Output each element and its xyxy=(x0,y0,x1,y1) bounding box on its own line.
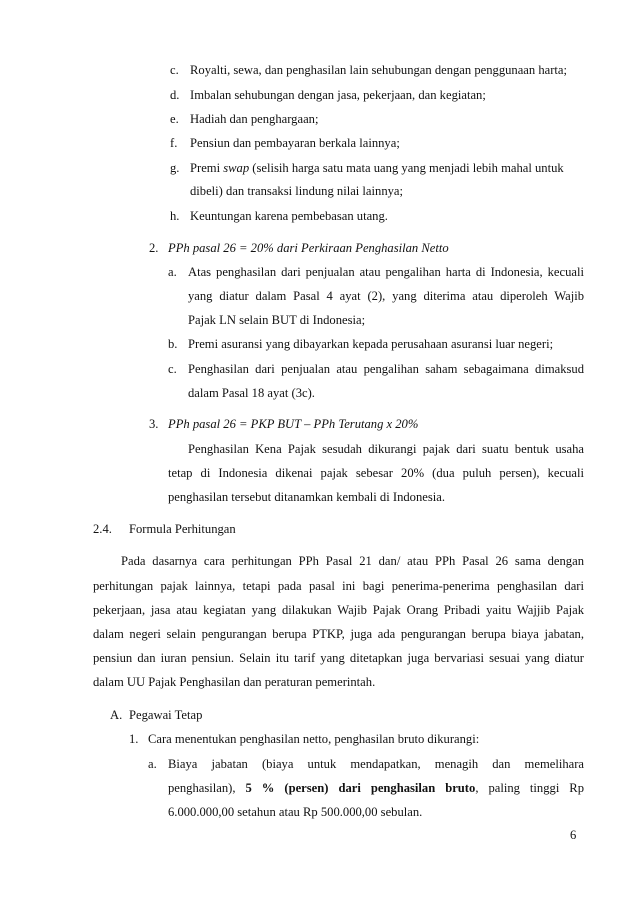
list-item-text: Biaya jabatan (biaya untuk mendapatkan, menagih dan memelihara xyxy=(168,757,584,771)
list-marker: a. xyxy=(148,757,157,771)
paragraph-line: perhitungan pajak lainnya, tetapi pada pasal ini bagi penerima-penerima penghasilan dari xyxy=(93,579,584,593)
paragraph-line: dalam negeri selain pengurangan berupa PTKP, juga ada pengurangan berupa biaya jabatan, xyxy=(93,627,584,641)
list-marker: c. xyxy=(168,362,177,376)
list-marker: d. xyxy=(170,88,180,102)
list-marker: a. xyxy=(168,265,177,279)
paragraph-line: Pada dasarnya cara perhitungan PPh Pasal 21 dan/ atau PPh Pasal 26 sama dengan xyxy=(121,554,584,568)
list-item-text: Atas penghasilan dari penjualan atau pengalihan harta di Indonesia, kecuali xyxy=(188,265,584,279)
list-item-text: Penghasilan dari penjualan atau pengalihan saham sebagaimana dimaksud xyxy=(188,362,584,376)
paragraph-line: tetap di Indonesia dikenai pajak sebesar 20% (dua puluh persen), kecuali xyxy=(168,466,584,480)
list-heading: Pegawai Tetap xyxy=(129,708,203,722)
subsection-number: 2.4. xyxy=(93,522,112,536)
list-item-text-continued: yang diatur dalam Pasal 4 ayat (2), yang diterima atau diperoleh Wajib xyxy=(188,289,584,303)
paragraph-line: Penghasilan Kena Pajak sesudah dikurangi pajak dari suatu bentuk usaha xyxy=(188,442,584,456)
list-item-text: Premi swap (selisih harga satu mata uang yang menjadi lebih mahal untuk xyxy=(190,161,564,175)
list-item-text-continued: dalam Pasal 18 ayat (3c). xyxy=(188,386,315,400)
list-item-text: Premi asuransi yang dibayarkan kepada perusahaan asuransi luar negeri; xyxy=(188,337,554,351)
section-heading: PPh pasal 26 = 20% dari Perkiraan Penghasilan Netto xyxy=(168,241,449,255)
paragraph-line: dalam UU Pajak Penghasilan dan peraturan pemerintah. xyxy=(93,675,376,689)
list-item-text-continued: 6.000.000,00 setahun atau Rp 500.000,00 sebulan. xyxy=(168,805,423,819)
paragraph-line: penghasilan tersebut ditanamkan kembali di Indonesia. xyxy=(168,490,445,504)
list-marker: f. xyxy=(170,136,178,150)
list-item-text: Imbalan sehubungan dengan jasa, pekerjaan, dan kegiatan; xyxy=(190,88,486,102)
paragraph-line: pekerjaan, jasa atau kegiatan yang dilakukan Wajib Pajak Orang Pribadi yaitu Wajjib Pajak xyxy=(93,603,584,617)
list-marker: A. xyxy=(110,708,123,722)
section-number: 3. xyxy=(149,417,159,431)
list-item-text: Keuntungan karena pembebasan utang. xyxy=(190,209,388,223)
list-marker: c. xyxy=(170,63,179,77)
section-number: 2. xyxy=(149,241,159,255)
list-marker: e. xyxy=(170,112,179,126)
list-marker: g. xyxy=(170,161,180,175)
list-item-text-continued: Pajak LN selain BUT di Indonesia; xyxy=(188,313,366,327)
paragraph-line: pensiun dan iuran pensiun. Selain itu tarif yang ditetapkan juga bervariasi sesuai yang diatur xyxy=(93,651,584,665)
list-marker: h. xyxy=(170,209,180,223)
list-item-text: Pensiun dan pembayaran berkala lainnya; xyxy=(190,136,400,150)
list-item-text: Cara menentukan penghasilan netto, penghasilan bruto dikurangi: xyxy=(148,732,480,746)
list-item-text-continued: penghasilan), 5 % (persen) dari penghasilan bruto, paling tinggi Rp xyxy=(168,781,585,795)
list-item-text: Royalti, sewa, dan penghasilan lain sehubungan dengan penggunaan harta; xyxy=(190,63,568,77)
section-heading: PPh pasal 26 = PKP BUT – PPh Terutang x 20% xyxy=(168,417,419,431)
list-marker: b. xyxy=(168,337,178,351)
list-item-text-continued: dibeli) dan transaksi lindung nilai lainnya; xyxy=(190,184,403,198)
page-number: 6 xyxy=(570,828,577,842)
subsection-title: Formula Perhitungan xyxy=(129,522,236,536)
list-item-text: Hadiah dan penghargaan; xyxy=(190,112,319,126)
list-marker: 1. xyxy=(129,732,139,746)
